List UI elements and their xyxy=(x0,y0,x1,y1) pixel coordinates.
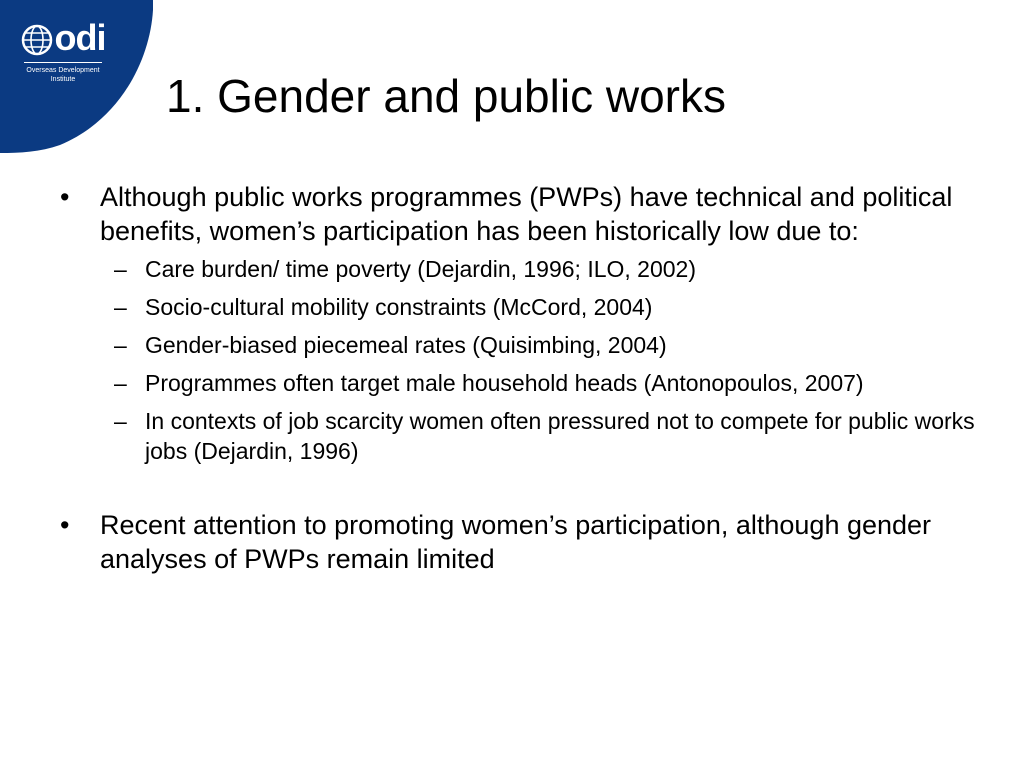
bullet-item xyxy=(58,508,978,576)
odi-logo xyxy=(0,16,126,84)
sub-bullet-item xyxy=(100,406,978,466)
globe-icon xyxy=(21,24,53,56)
bullet-text: Recent attention to promoting women’s participation, although gender analyses of PWPs remain limited xyxy=(100,510,932,574)
bullet-marker: • xyxy=(60,510,70,540)
sub-bullet-text: Gender-biased piecemeal rates (Quisimbing, 2004) xyxy=(145,332,667,358)
bullet-marker: • xyxy=(60,182,70,212)
slide-body xyxy=(58,180,978,576)
sub-bullet-item xyxy=(100,330,978,360)
sub-bullet-item xyxy=(100,292,978,322)
slide-title: 1. Gender and public works xyxy=(166,70,726,122)
logo-wordmark-row xyxy=(0,16,126,60)
sub-bullet-text: In contexts of job scarcity women often pressured not to compete for public works jobs (Dejardin, 1996) xyxy=(145,408,975,464)
sub-bullet-item xyxy=(100,254,978,284)
logo-caption-line1: Overseas Development xyxy=(26,67,100,74)
sub-bullet-text: Care burden/ time poverty (Dejardin, 1996; ILO, 2002) xyxy=(145,256,697,282)
sub-bullet-marker: – xyxy=(114,294,127,320)
logo-divider xyxy=(24,62,102,63)
sub-bullet-list xyxy=(100,254,978,466)
sub-bullet-marker: – xyxy=(114,256,127,282)
sub-bullet-text: Socio-cultural mobility constraints (McCord, 2004) xyxy=(145,294,653,320)
bullet-item xyxy=(58,180,978,248)
bullet-text: Although public works programmes (PWPs) have technical and political benefits, women’s participation has been historically low due to: xyxy=(100,182,953,246)
sub-bullet-marker: – xyxy=(114,370,127,396)
sub-bullet-marker: – xyxy=(114,408,127,434)
sub-bullet-text: Programmes often target male household heads (Antonopoulos, 2007) xyxy=(145,370,864,396)
sub-bullet-item xyxy=(100,368,978,398)
logo-caption-line2: Institute xyxy=(50,76,76,83)
logo-wordmark-text: odi xyxy=(54,17,106,58)
sub-bullet-marker: – xyxy=(114,332,127,358)
